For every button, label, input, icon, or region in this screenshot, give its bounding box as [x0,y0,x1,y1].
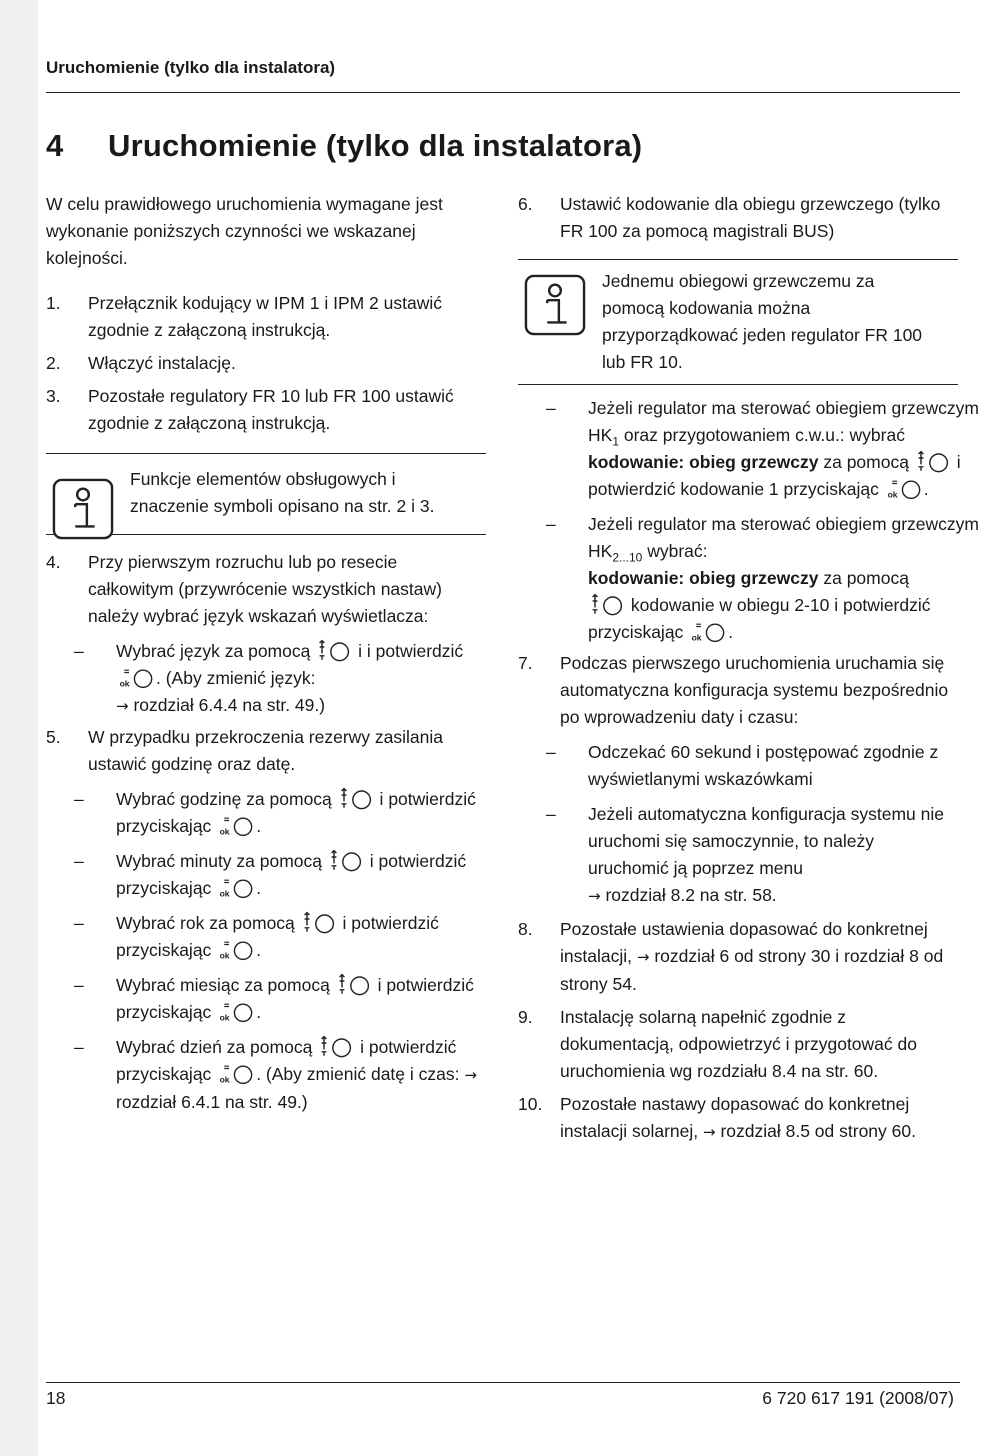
dash-bullet: – [74,975,84,995]
item-text: Jeżeli automatyczna konfiguracja systemu nie uruchomi się samoczynnie, to należy uruchomić ją poprzez menu [588,804,945,878]
menu-option-text: kodowanie: obieg [588,452,736,472]
item-text: . [256,816,262,836]
subscript: 2...10 [612,550,643,565]
page-margin-bar [0,0,38,1456]
info-note [518,259,958,385]
item-text: i [377,975,382,995]
item-text: Wybrać rok za pomocą [116,913,295,933]
rotary-knob-icon [329,849,363,873]
step-number: 6. [518,194,533,214]
item-text: . [256,878,262,898]
rotary-knob-icon [337,973,371,997]
subscript: 1 [612,434,619,449]
dash-bullet: – [74,789,84,809]
ok-button-icon [218,814,254,838]
rotary-knob-icon [916,450,950,474]
list-item [74,638,486,720]
arrow-icon: → [636,948,650,966]
step-text: Pozostałe nastawy dopasować do konkretnej instalacji solarnej, [560,1094,910,1141]
dash-bullet: – [74,913,84,933]
ok-button-icon [218,1062,254,1086]
step-1 [46,290,486,344]
item-text: rozdział 6.4.4 na str. 49.) [133,695,326,715]
info-icon [524,274,586,336]
step-text: rozdział 6 od strony 30 i rozdział 8 od strony 54. [560,946,944,994]
intro-paragraph: W celu prawidłowego uruchomienia wymagane jest wykonanie poniższych czynności we wskazanej kolejności. [46,194,443,268]
item-text: Odczekać 60 sekund i postępować zgodnie z wyświetlanymi wskazówkami [588,742,939,789]
item-text: wybrać: [647,541,708,561]
left-column [46,191,486,1116]
arrow-icon: → [703,1123,716,1141]
ok-button-icon [218,1000,254,1024]
dash-bullet: – [546,742,556,762]
step-text: Ustawić kodowanie dla obiegu grzewczego (tylko FR 100 za pomocą magistrali BUS) [560,194,941,241]
step-6 [518,191,958,245]
item-text: Wybrać miesiąc za pomocą [116,975,330,995]
item-text: Wybrać minuty za pomocą [116,851,323,871]
dash-bullet: – [74,641,84,661]
list-item [546,801,958,910]
step-number: 5. [46,727,61,747]
item-text: i potwierdzić [366,641,464,661]
item-text: za pomocą [823,452,909,472]
chapter-title-text: Uruchomienie (tylko dla instalatora) [108,128,643,163]
running-header: Uruchomienie (tylko dla instalatora) [46,58,336,77]
item-text: rozdział 6.4.1 na str. 49.) [116,1092,308,1112]
header-divider [46,92,960,93]
menu-option-text: kodowanie: obieg grzewczy [588,568,819,588]
step-number: 3. [46,386,61,406]
item-text: . [923,479,929,499]
item-text: i potwierdzić [342,913,439,933]
ok-button-icon [690,620,726,644]
item-text: oraz przygotowaniem c.w.u.: wybrać [623,425,905,445]
step-3 [46,383,486,437]
item-text: Jeżeli regulator ma sterować obiegiem grzewczym HK [588,514,979,561]
list-item [74,1034,496,1116]
item-text: przyciskając [116,940,212,960]
rotary-knob-icon [339,787,373,811]
item-text: zmienić datę i czas: [306,1064,460,1084]
rotary-knob-icon [302,911,336,935]
step-number: 1. [46,293,61,313]
document-number: 6 720 617 191 (2008/07) [762,1388,954,1408]
arrow-icon: → [116,697,129,715]
step-text: Przy pierwszym rozruchu lub po resecie całkowitym (przywrócenie wszystkich nastaw) należy wybrać język wskazań wyświetlacza: [88,552,442,626]
step-7 [518,650,958,910]
chapter-number: 4 [46,128,64,163]
item-text: i [358,641,362,661]
item-text: rozdział 8.2 na str. 58. [605,885,777,905]
list-item [546,511,988,646]
arrow-icon: → [588,887,601,905]
item-text: i [360,1037,364,1057]
ok-button-icon [118,666,154,690]
note-text: Funkcje elementów obsługowych i znaczenie symboli opisano na str. 2 i 3. [130,469,435,516]
rotary-knob-icon [590,593,624,617]
step-number: 7. [518,653,533,673]
dash-bullet: – [546,514,556,534]
list-item [546,395,988,503]
item-text: potwierdzić przyciskając [116,851,467,898]
step-text: Podczas pierwszego uruchomienia uruchamia się automatyczna konfiguracja systemu bezpośrednio po wprowadzeniu daty i czasu: [560,653,949,727]
item-text: Jeżeli regulator ma sterować obiegiem grzewczym HK [588,398,979,445]
item-text: Wybrać język za pomocą [116,641,311,661]
step-8 [518,916,958,998]
rotary-knob-icon [319,1035,353,1059]
dash-bullet: – [74,851,84,871]
info-icon [52,478,114,540]
rotary-knob-icon [317,639,351,663]
step-text: Instalację solarną napełnić zgodnie z dokumentacją, odpowietrzyć i przygotować do uruchomienia wg rozdziału 8.4 na str. 60. [560,1007,917,1081]
item-text: . [256,1002,262,1022]
chapter-title [46,128,642,164]
item-text: potwierdzić przyciskając [116,975,474,1022]
step-text: Włączyć instalację. [88,353,236,373]
arrow-icon: → [464,1066,477,1084]
right-column [518,191,979,1146]
step-number: 10. [518,1094,543,1114]
list-item [74,848,496,902]
step-9 [518,1004,958,1085]
ok-button-icon [886,477,922,501]
list-item [74,972,496,1026]
item-text: potwierdzić przyciskając [116,1037,457,1084]
page-number: 18 [46,1388,66,1408]
dash-bullet: – [74,1037,84,1057]
item-text: kodowanie w obiegu 2-10 i potwierdzić przyciskając [588,595,931,642]
item-text: . [256,940,262,960]
list-item [74,910,496,964]
ok-button-icon [218,876,254,900]
step-text: Przełącznik kodujący w IPM 1 i IPM 2 ustawić zgodnie z załączoną instrukcją. [88,293,443,340]
item-text: za pomocą [823,568,909,588]
dash-bullet: – [546,804,556,824]
step-number: 2. [46,353,61,373]
list-item [74,786,496,840]
item-text: . (Aby [256,1064,302,1084]
item-text: . (Aby zmienić język: [156,668,316,688]
note-text: Jednemu obiegowi grzewczemu za pomocą kodowania można przyporządkować jeden regulator FR 100 lub FR 10. [602,271,923,372]
item-text: i potwierdzić kodowanie 1 przyciskając [588,452,961,499]
item-text: . [728,622,734,642]
step-text: rozdział 8.5 od strony 60. [720,1121,916,1141]
item-text: Wybrać dzień za pomocą [116,1037,313,1057]
coding-options [518,395,979,646]
step-4 [46,549,486,720]
footer-divider [46,1382,960,1383]
step-text: Pozostałe ustawienia dopasować do konkretnej instalacji, [560,919,928,966]
step-text: W przypadku przekroczenia rezerwy zasilania ustawić godzinę oraz datę. [88,727,443,774]
item-text: Wybrać godzinę za pomocą [116,789,332,809]
step-text: Pozostałe regulatory FR 10 lub FR 100 ustawić zgodnie z załączoną instrukcją. [88,386,454,433]
step-10 [518,1091,958,1146]
dash-bullet: – [546,398,556,418]
item-text: i [369,851,374,871]
step-2 [46,350,486,377]
step-number: 4. [46,552,61,572]
step-5 [46,724,486,1116]
step-number: 9. [518,1007,533,1027]
item-text: potwierdzić przyciskając [116,789,476,836]
item-text: i [379,789,384,809]
info-note [46,453,486,535]
step-number: 8. [518,919,533,939]
list-item [546,739,958,793]
ok-button-icon [218,938,254,962]
menu-option-text: grzewczy [740,452,819,472]
